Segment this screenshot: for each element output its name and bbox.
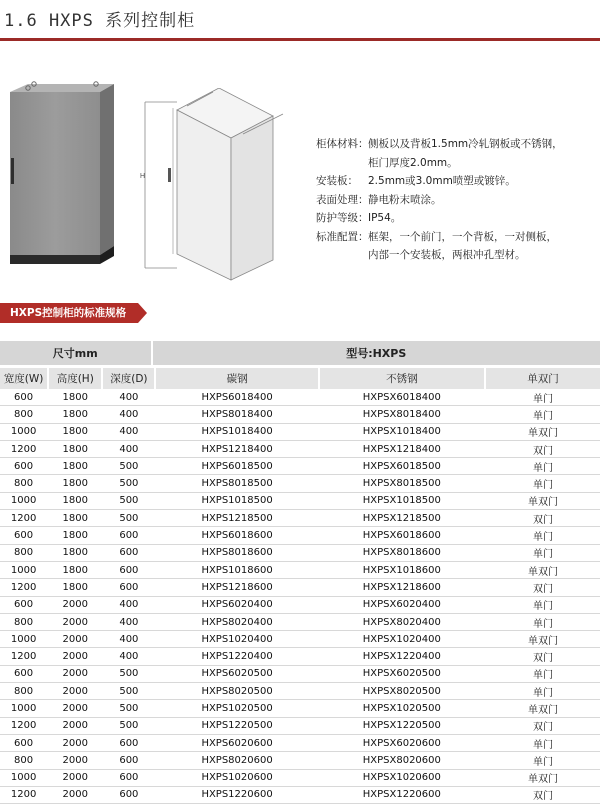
cell-door-type: 双门 xyxy=(486,648,600,664)
cell-door-type: 单门 xyxy=(486,389,600,405)
cell-door-type: 单双门 xyxy=(486,424,600,440)
cell-depth: 400 xyxy=(103,648,154,664)
cell-stainless-model: HXPSX1018400 xyxy=(320,424,484,440)
cell-width: 1000 xyxy=(0,562,47,578)
spec-value: 2.5mm或3.0mm喷塑或镀锌。 xyxy=(368,172,516,191)
cell-width: 600 xyxy=(0,527,47,543)
spec-row xyxy=(316,135,563,154)
cell-width: 600 xyxy=(0,666,47,682)
cabinet-drawing xyxy=(135,88,295,288)
cell-depth: 600 xyxy=(103,527,154,543)
cell-height: 1800 xyxy=(49,475,101,491)
cell-width: 600 xyxy=(0,597,47,613)
cell-carbon-steel-model: HXPS8020400 xyxy=(156,614,317,630)
cell-depth: 400 xyxy=(103,631,154,647)
cell-carbon-steel-model: HXPS1018600 xyxy=(156,562,317,578)
cell-stainless-model: HXPSX6020500 xyxy=(320,666,484,682)
table-body xyxy=(0,389,600,804)
cell-width: 1200 xyxy=(0,718,47,734)
cell-height: 2000 xyxy=(49,787,101,803)
table-row xyxy=(0,666,600,683)
table-row xyxy=(0,510,600,527)
spec-row xyxy=(316,209,563,228)
cell-stainless-model: HXPSX1020600 xyxy=(320,770,484,786)
cell-door-type: 单门 xyxy=(486,597,600,613)
cell-door-type: 单门 xyxy=(486,752,600,768)
cell-stainless-model: HXPSX1220600 xyxy=(320,787,484,803)
cell-carbon-steel-model: HXPS1018400 xyxy=(156,424,317,440)
cell-carbon-steel-model: HXPS6020400 xyxy=(156,597,317,613)
spec-table xyxy=(0,341,600,804)
spec-value: 框架，一个前门，一个背板，一对侧板， xyxy=(368,228,557,247)
cell-width: 800 xyxy=(0,545,47,561)
spec-label: 柜体材料： xyxy=(316,135,368,154)
cell-stainless-model: HXPSX1220500 xyxy=(320,718,484,734)
cell-carbon-steel-model: HXPS8018500 xyxy=(156,475,317,491)
cell-carbon-steel-model: HXPS6018400 xyxy=(156,389,317,405)
table-row xyxy=(0,527,600,544)
cell-height: 1800 xyxy=(49,389,101,405)
cell-width: 600 xyxy=(0,458,47,474)
page-title: 1.6 HXPS 系列控制柜 xyxy=(4,6,195,31)
cabinet-photo xyxy=(4,78,126,270)
cell-door-type: 单双门 xyxy=(486,493,600,509)
cell-stainless-model: HXPSX8020400 xyxy=(320,614,484,630)
cell-height: 2000 xyxy=(49,718,101,734)
cell-door-type: 单双门 xyxy=(486,562,600,578)
table-row xyxy=(0,683,600,700)
cell-stainless-model: HXPSX8018500 xyxy=(320,475,484,491)
cell-stainless-model: HXPSX1018500 xyxy=(320,493,484,509)
table-column-header xyxy=(0,368,600,389)
table-row xyxy=(0,631,600,648)
cell-width: 1200 xyxy=(0,787,47,803)
cell-depth: 400 xyxy=(103,406,154,422)
spec-row xyxy=(316,228,563,247)
table-group-header xyxy=(0,341,600,365)
cell-carbon-steel-model: HXPS8018600 xyxy=(156,545,317,561)
cell-door-type: 单双门 xyxy=(486,770,600,786)
table-row xyxy=(0,493,600,510)
spec-value-continued: 内部一个安装板，两根冲孔型材。 xyxy=(368,246,563,265)
cell-height: 2000 xyxy=(49,648,101,664)
table-row xyxy=(0,458,600,475)
table-row xyxy=(0,614,600,631)
cell-depth: 600 xyxy=(103,787,154,803)
cell-carbon-steel-model: HXPS1218600 xyxy=(156,579,317,595)
cell-stainless-model: HXPSX1218600 xyxy=(320,579,484,595)
spec-value: 静电粉末喷涂。 xyxy=(368,191,442,210)
cell-width: 1200 xyxy=(0,579,47,595)
cell-door-type: 双门 xyxy=(486,441,600,457)
cell-stainless-model: HXPSX6018600 xyxy=(320,527,484,543)
cell-stainless-model: HXPSX8020600 xyxy=(320,752,484,768)
cell-depth: 500 xyxy=(103,493,154,509)
cell-width: 1000 xyxy=(0,700,47,716)
cell-width: 600 xyxy=(0,735,47,751)
cell-carbon-steel-model: HXPS6018500 xyxy=(156,458,317,474)
cell-stainless-model: HXPSX8018400 xyxy=(320,406,484,422)
cell-carbon-steel-model: HXPS1020400 xyxy=(156,631,317,647)
cell-door-type: 双门 xyxy=(486,787,600,803)
table-row xyxy=(0,475,600,492)
column-header-width: 宽度(W) xyxy=(0,368,47,389)
cell-height: 1800 xyxy=(49,510,101,526)
cell-door-type: 单双门 xyxy=(486,631,600,647)
cell-stainless-model: HXPSX1020500 xyxy=(320,700,484,716)
cell-depth: 400 xyxy=(103,441,154,457)
column-header-stainless: 不锈钢 xyxy=(320,368,484,389)
cell-depth: 600 xyxy=(103,770,154,786)
cell-stainless-model: HXPSX6018500 xyxy=(320,458,484,474)
cell-carbon-steel-model: HXPS1020600 xyxy=(156,770,317,786)
cell-carbon-steel-model: HXPS8018400 xyxy=(156,406,317,422)
cell-height: 1800 xyxy=(49,579,101,595)
cell-stainless-model: HXPSX8020500 xyxy=(320,683,484,699)
cell-height: 2000 xyxy=(49,683,101,699)
cell-door-type: 双门 xyxy=(486,579,600,595)
cell-width: 800 xyxy=(0,475,47,491)
cell-carbon-steel-model: HXPS1218500 xyxy=(156,510,317,526)
spec-row xyxy=(316,191,563,210)
cell-depth: 500 xyxy=(103,666,154,682)
cell-depth: 400 xyxy=(103,389,154,405)
cell-height: 2000 xyxy=(49,752,101,768)
table-row xyxy=(0,441,600,458)
cell-depth: 600 xyxy=(103,579,154,595)
cell-depth: 600 xyxy=(103,562,154,578)
cell-height: 2000 xyxy=(49,614,101,630)
cell-height: 1800 xyxy=(49,527,101,543)
cell-height: 1800 xyxy=(49,458,101,474)
cell-carbon-steel-model: HXPS6018600 xyxy=(156,527,317,543)
table-row xyxy=(0,752,600,769)
cell-depth: 500 xyxy=(103,475,154,491)
cell-stainless-model: HXPSX6018400 xyxy=(320,389,484,405)
cell-depth: 500 xyxy=(103,683,154,699)
table-row xyxy=(0,562,600,579)
table-row xyxy=(0,700,600,717)
spec-label: 表面处理： xyxy=(316,191,368,210)
spec-row xyxy=(316,172,563,191)
spec-value: 侧板以及背板1.5mm冷轧钢板或不锈钢， xyxy=(368,135,563,154)
cell-carbon-steel-model: HXPS8020500 xyxy=(156,683,317,699)
cell-door-type: 单门 xyxy=(486,458,600,474)
spec-value-continued: 柜门厚度2.0mm。 xyxy=(368,154,563,173)
cell-stainless-model: HXPSX6020400 xyxy=(320,597,484,613)
cell-height: 1800 xyxy=(49,441,101,457)
cell-width: 1200 xyxy=(0,510,47,526)
spec-label: 防护等级： xyxy=(316,209,368,228)
spec-value: IP54。 xyxy=(368,209,401,228)
cell-height: 2000 xyxy=(49,700,101,716)
cell-width: 1200 xyxy=(0,648,47,664)
table-row xyxy=(0,597,600,614)
section-heading: HXPS控制柜的标准规格 xyxy=(0,303,138,323)
cell-door-type: 单门 xyxy=(486,545,600,561)
cell-stainless-model: HXPSX6020600 xyxy=(320,735,484,751)
group-header-size: 尺寸mm xyxy=(0,341,151,365)
cell-carbon-steel-model: HXPS1220500 xyxy=(156,718,317,734)
cell-carbon-steel-model: HXPS1220400 xyxy=(156,648,317,664)
cell-width: 1000 xyxy=(0,493,47,509)
table-row xyxy=(0,545,600,562)
cell-height: 1800 xyxy=(49,493,101,509)
cell-carbon-steel-model: HXPS6020600 xyxy=(156,735,317,751)
cell-stainless-model: HXPSX1220400 xyxy=(320,648,484,664)
cell-depth: 600 xyxy=(103,752,154,768)
cell-door-type: 单门 xyxy=(486,666,600,682)
column-header-carbon-steel: 碳钢 xyxy=(156,368,317,389)
table-row xyxy=(0,770,600,787)
cell-door-type: 单门 xyxy=(486,735,600,751)
cell-depth: 500 xyxy=(103,458,154,474)
cell-door-type: 单门 xyxy=(486,683,600,699)
cell-depth: 500 xyxy=(103,510,154,526)
cell-width: 1000 xyxy=(0,631,47,647)
cell-stainless-model: HXPSX1218500 xyxy=(320,510,484,526)
spec-list xyxy=(316,135,563,265)
cell-height: 2000 xyxy=(49,631,101,647)
cell-carbon-steel-model: HXPS1018500 xyxy=(156,493,317,509)
cell-door-type: 双门 xyxy=(486,718,600,734)
cell-stainless-model: HXPSX8018600 xyxy=(320,545,484,561)
cell-door-type: 单双门 xyxy=(486,700,600,716)
column-header-height: 高度(H) xyxy=(49,368,101,389)
cell-width: 800 xyxy=(0,752,47,768)
cell-door-type: 单门 xyxy=(486,406,600,422)
table-row xyxy=(0,718,600,735)
cell-depth: 400 xyxy=(103,424,154,440)
cell-depth: 500 xyxy=(103,700,154,716)
cell-width: 800 xyxy=(0,614,47,630)
cell-carbon-steel-model: HXPS1020500 xyxy=(156,700,317,716)
cell-depth: 400 xyxy=(103,597,154,613)
table-row xyxy=(0,579,600,596)
cell-height: 2000 xyxy=(49,735,101,751)
group-header-model: 型号:HXPS xyxy=(153,341,600,365)
cell-door-type: 单门 xyxy=(486,614,600,630)
table-row xyxy=(0,735,600,752)
height-label: H xyxy=(140,173,145,180)
cell-width: 1200 xyxy=(0,441,47,457)
cell-height: 1800 xyxy=(49,406,101,422)
cell-height: 1800 xyxy=(49,424,101,440)
cell-width: 600 xyxy=(0,389,47,405)
cell-depth: 400 xyxy=(103,614,154,630)
cell-depth: 600 xyxy=(103,545,154,561)
column-header-depth: 深度(D) xyxy=(103,368,154,389)
cell-depth: 500 xyxy=(103,718,154,734)
cell-width: 1000 xyxy=(0,770,47,786)
table-row xyxy=(0,406,600,423)
cell-carbon-steel-model: HXPS1220600 xyxy=(156,787,317,803)
table-row xyxy=(0,787,600,804)
cell-carbon-steel-model: HXPS8020600 xyxy=(156,752,317,768)
cell-height: 2000 xyxy=(49,597,101,613)
cell-door-type: 双门 xyxy=(486,510,600,526)
cell-height: 1800 xyxy=(49,562,101,578)
column-header-doors: 单双门 xyxy=(486,368,600,389)
cell-stainless-model: HXPSX1218400 xyxy=(320,441,484,457)
table-row xyxy=(0,424,600,441)
cell-stainless-model: HXPSX1018600 xyxy=(320,562,484,578)
cell-height: 2000 xyxy=(49,666,101,682)
table-row xyxy=(0,648,600,665)
cell-carbon-steel-model: HXPS6020500 xyxy=(156,666,317,682)
cell-height: 1800 xyxy=(49,545,101,561)
spec-label: 标准配置： xyxy=(316,228,368,247)
cell-door-type: 单门 xyxy=(486,527,600,543)
cell-width: 800 xyxy=(0,683,47,699)
table-row xyxy=(0,389,600,406)
cell-depth: 600 xyxy=(103,735,154,751)
cell-stainless-model: HXPSX1020400 xyxy=(320,631,484,647)
title-divider xyxy=(0,38,600,41)
cell-carbon-steel-model: HXPS1218400 xyxy=(156,441,317,457)
cell-door-type: 单门 xyxy=(486,475,600,491)
cell-width: 800 xyxy=(0,406,47,422)
cell-width: 1000 xyxy=(0,424,47,440)
cell-height: 2000 xyxy=(49,770,101,786)
spec-label: 安装板： xyxy=(316,172,368,191)
